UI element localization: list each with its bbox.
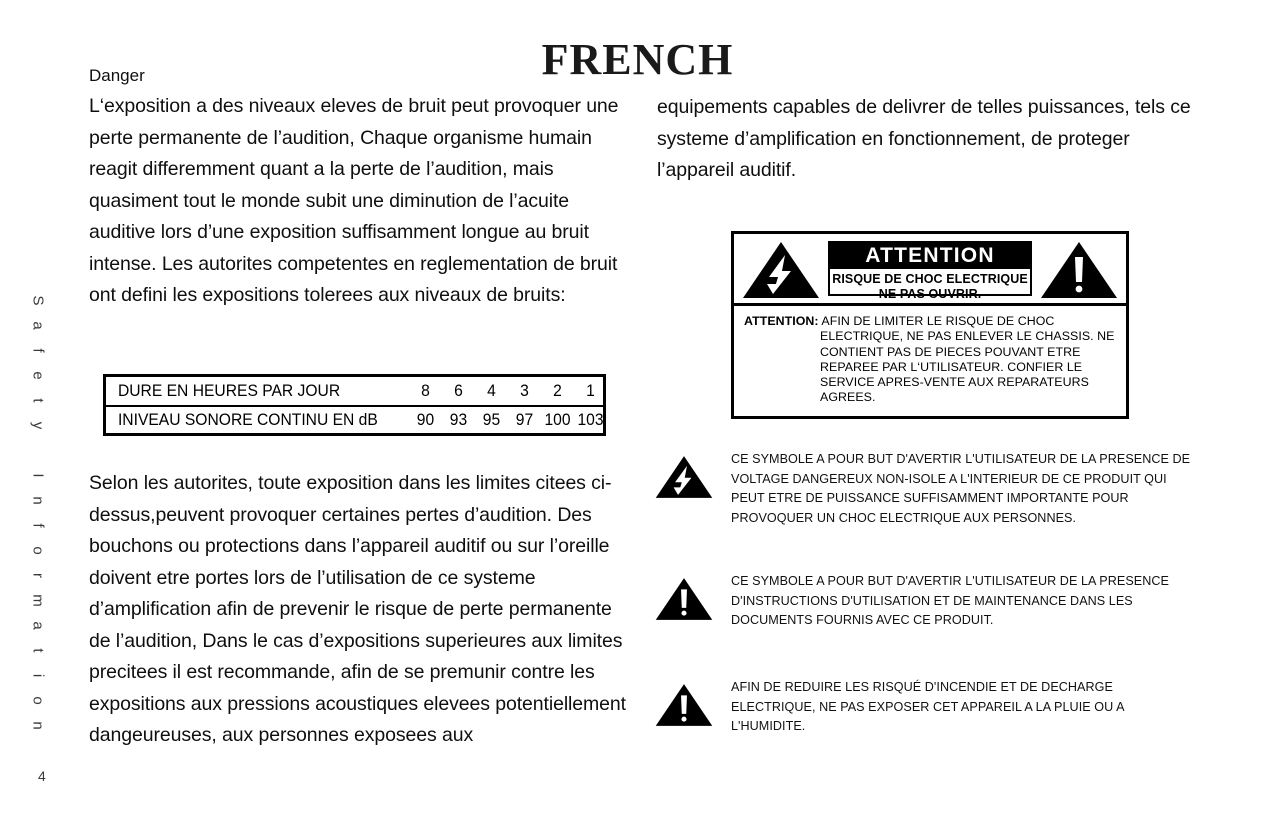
symbol-note — [655, 678, 1195, 737]
section-tab-letter: n — [29, 721, 47, 730]
section-tab-letter: f — [29, 523, 47, 528]
table-row-label: INIVEAU SONORE CONTINU EN dB — [117, 410, 378, 429]
section-tab-letter: o — [29, 546, 47, 555]
page-number: 4 — [38, 768, 46, 784]
attention-notice — [734, 306, 1126, 416]
noise-exposure-table — [103, 374, 606, 436]
section-tab-letter: a — [29, 621, 47, 630]
attention-text-block — [828, 241, 1032, 301]
exclamation-triangle-icon — [655, 678, 713, 728]
right-column — [657, 92, 1197, 187]
exclamation-triangle-icon — [1040, 241, 1118, 296]
table-cell: 2 — [553, 381, 562, 400]
danger-heading: Danger — [89, 66, 145, 85]
symbol-note-text: CE SYMBOLE A POUR BUT D'AVERTIR L'UTILISATEUR DE LA PRESENCE D'INSTRUCTIONS D'UTILISATION ET DE MAINTENANCE DANS LES DOCUMENTS FOURNIS AVEC CE PRODUIT. — [731, 574, 1169, 627]
section-tab-letter: o — [29, 696, 47, 705]
section-tab-letter: S — [29, 295, 47, 306]
attention-notice-text: AFIN DE LIMITER LE RISQUE DE CHOC ELECTRIQUE, NE PAS ENLEVER LE CHASSIS. NE CONTIENT PAS DE PIECES POUVANT ETRE REPAREE PAR L‘UTILISATEUR. CONFIER LE SERVICE APRES-VENTE AUX REPARATEURS AGREES. — [820, 314, 1115, 405]
attention-notice-label: ATTENTION: — [744, 314, 819, 328]
left-column-continued — [89, 468, 627, 752]
table-cell: 90 — [416, 410, 435, 429]
section-tab-letter: y — [29, 421, 47, 430]
section-tab-letter: a — [29, 321, 47, 330]
table-row — [106, 377, 603, 405]
right-paragraph-1: equipements capables de delivrer de telles puissances, tels ce systeme d’amplification en fonctionnement, de proteger l’appareil auditif. — [657, 96, 1191, 181]
table-cell: 100 — [544, 410, 571, 429]
table-cell: 6 — [454, 381, 463, 400]
table-cell: 8 — [421, 381, 430, 400]
section-tab-letter: e — [29, 371, 47, 380]
symbol-note-text: CE SYMBOLE A POUR BUT D'AVERTIR L'UTILISATEUR DE LA PRESENCE DE VOLTAGE DANGEREUX NON-ISOLE A L'INTERIEUR DE CE PRODUIT QUI PEUT ETRE DE PUISSANCE SUFFISAMMENT IMPORTANTE POUR PROVOQUER UN CHOC ELECTRIQUE AUX PERSONNES. — [731, 452, 1191, 525]
attention-subheading-line-1: RISQUE DE CHOC ELECTRIQUE — [832, 272, 1028, 286]
table-row-label: DURE EN HEURES PAR JOUR — [117, 381, 341, 400]
section-tab-letter: r — [29, 573, 47, 578]
left-paragraph-1: L‘exposition a des niveaux eleves de bruit peut provoquer une perte permanente de l’audition, Chaque organisme humain reagit differemment quant a la perte de l’audition, mais quasiment tout le monde subit une diminution de l’acuite auditive lors d’une exposition suffisamment longue au bruit intense. Les autorites competentes en reglementation de bruit ont defini les expositions tolerees aux niveaux de bruits: — [89, 95, 619, 306]
exclamation-triangle-icon — [655, 572, 713, 622]
symbol-note — [655, 450, 1195, 528]
table-row-values — [409, 381, 607, 401]
table-row — [106, 405, 603, 433]
table-cell: 3 — [520, 381, 529, 400]
lightning-bolt-triangle-icon — [655, 450, 713, 500]
section-tab-letter: t — [29, 648, 47, 653]
table-cell: 95 — [482, 410, 501, 429]
page-title: FRENCH — [541, 35, 734, 84]
section-tab-letter: I — [29, 473, 47, 478]
section-tab-letter: n — [29, 496, 47, 505]
section-tab-letter: m — [29, 594, 47, 607]
attention-subheading — [830, 269, 1030, 302]
attention-warning-box — [731, 231, 1129, 419]
section-tab-safety-information — [18, 288, 58, 738]
table-row-values — [409, 410, 607, 430]
section-tab-letter: f — [29, 348, 47, 353]
left-column — [89, 64, 627, 312]
symbol-note-text: AFIN DE REDUIRE LES RISQUÉ D'INCENDIE ET DE DECHARGE ELECTRIQUE, NE PAS EXPOSER CET APPAREIL A LA PLUIE OU A L'HUMIDITE. — [731, 680, 1124, 733]
table-cell: 93 — [449, 410, 468, 429]
table-cell: 97 — [515, 410, 534, 429]
table-cell: 1 — [586, 381, 595, 400]
table-cell: 103 — [577, 410, 604, 429]
symbol-note — [655, 572, 1195, 631]
attention-box-header — [734, 234, 1126, 306]
table-cell: 4 — [487, 381, 496, 400]
left-paragraph-2: Selon les autorites, toute exposition dans les limites citees ci-dessus,peuvent provoquer certaines pertes d’audition. Des bouchons ou protections dans l’appareil auditif ou sur l’oreille doivent etre portes lors de l’utilisation de ce systeme d’amplification afin de prevenir le risque de perte permanente de l’audition, Dans le cas d’expositions superieures aux limites precitees il est recommande, afin de se premunir contre les expositions aux pressions acoustiques elevees potentiellement dangeureuses, aux personnes exposees aux — [89, 472, 626, 746]
section-tab-letter: t — [29, 398, 47, 403]
lightning-bolt-triangle-icon — [742, 241, 820, 296]
attention-heading: ATTENTION — [830, 243, 1030, 269]
section-tab-letter: i — [29, 673, 47, 678]
attention-subheading-line-2: NE PAS OUVRIR. — [878, 287, 982, 301]
